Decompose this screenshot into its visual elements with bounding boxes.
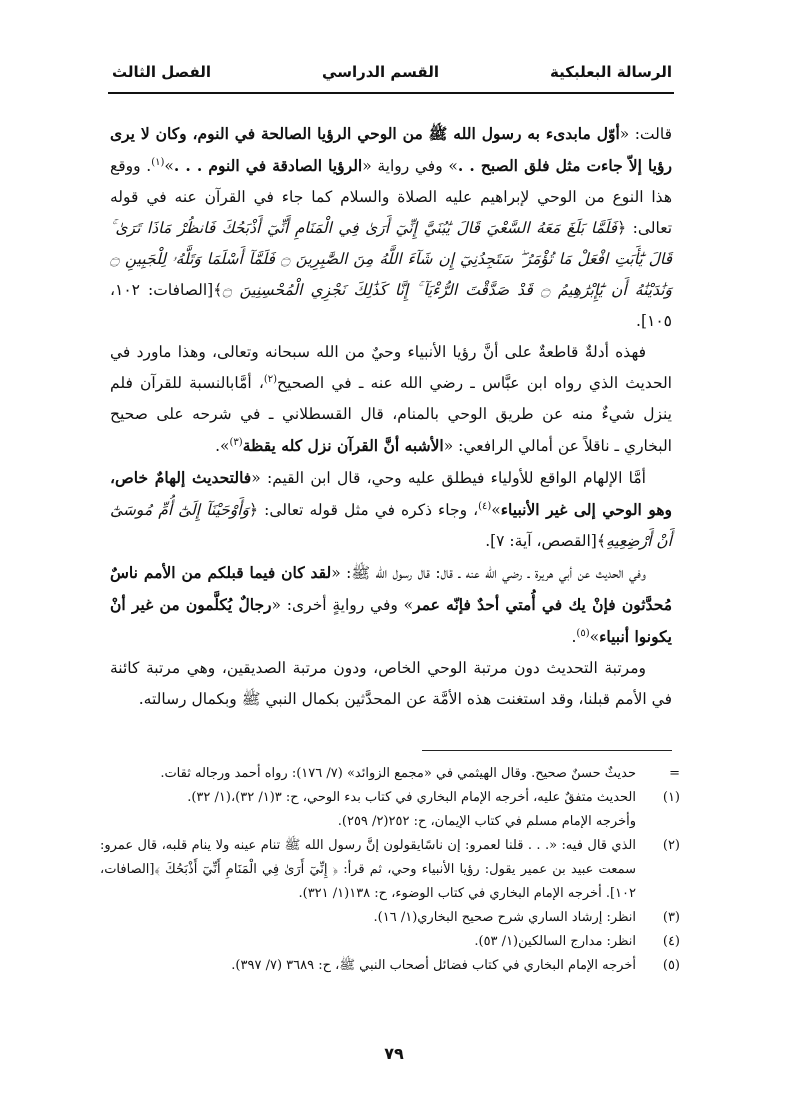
text-run: .: [571, 628, 577, 646]
page-number: ٧٩: [384, 1044, 404, 1063]
hadith-quote: رجالٌ يُكلَّمون من غير أنْ يكونوا أنبياء: [110, 595, 672, 646]
footnote-ref: (٢): [263, 373, 278, 385]
main-text: [110, 118, 672, 715]
footnote-text: انظر: إرشاد الساري شرح صحيح البخاري(١/ ١٦).: [373, 910, 636, 925]
footnote-text: الذي قال فيه: «. . . قلنا لعمرو: إن ناسًايقولون إنَّ رسول الله ﷺ تنام عينه ولا ينام قلبه، قال عمرو: سمعت عبيد بن عمير يقول: رؤيا الأنبياء وحي، ثم قرأ: ﴿ إِنِّيٓ أَرَىٰ فِي الْمَنَامِ أَنِّيٓ أَذْبَحُكَ ﴾[الصافات، ١٠٢]. أخرجه الإمام البخاري في كتاب الوضوء، ح: ١٣٨(١/ ٣٢١).: [100, 838, 636, 901]
text-run: قالت: «: [619, 125, 672, 143]
text-run: أمَّا الإلهام الواقع للأولياء فيطلق عليه وحي، قال ابن القيم: «: [251, 469, 646, 487]
text-run: ، أمَّابالنسبة للقرآن فلم ينزل شيءٌ منه عن طريق الوحي بالمنام، قال القسطلاني ـ في شرحه على صحيح البخاري ـ ناقلاً عن أمالي الرافعي: «: [110, 374, 672, 455]
footnote-number: (٣): [662, 910, 680, 925]
text-run: »: [491, 501, 501, 519]
footnote-number: (١): [662, 790, 680, 805]
footnote-4: [100, 930, 680, 954]
footnote-continued: [100, 762, 680, 786]
verse-citation: ﴾[القصص، آية: ٧].: [485, 532, 606, 550]
footnote-ref: (٥): [576, 627, 590, 639]
footnote-ref: (٣): [229, 436, 243, 448]
hadith-quote: أوّل مابدىء به رسول الله ﷺ من الوحي الرؤيا الصالحة في النوم، وكان لا يرى رؤيا إلاّ جاءت مثل فلق الصبح . .: [110, 124, 673, 175]
footnote-1: [100, 786, 680, 834]
footnote-ref: (٤): [478, 500, 492, 512]
text-run: وفي الحديث عن أبي هريرة ـ رضي الله عنه ـ قال: قال رسول الله ﷺ: «: [331, 564, 646, 582]
footnote-line: وأخرجه الإمام مسلم في كتاب الإيمان، ح: ٢٥٢(٢/ ٢٥٩).: [337, 814, 636, 829]
footnote-text: أخرجه الإمام البخاري في كتاب فضائل أصحاب النبي ﷺ، ح: ٣٦٨٩ (٧/ ٣٩٧).: [231, 958, 636, 973]
hadith-quote: الرؤيا الصادقة في النوم . . .: [173, 156, 363, 175]
quran-verse: وَأَوْحَيْنَآ إِلَىٰٓ أُمِّ مُوسَىٰٓ أَنْ أَرْضِعِيهِ: [110, 501, 672, 550]
quote: فالتحديث إلهامٌ خاص، وهو الوحي إلى غير الأنبياء: [110, 468, 672, 519]
header-section: القسم الدراسي: [322, 63, 439, 81]
running-header: [112, 60, 672, 84]
verse-citation: ﴾[الصافات: ١٠٢، ١٠٥].: [110, 281, 672, 330]
header-divider: [108, 92, 674, 94]
paragraph-1: [110, 118, 672, 337]
footnote-divider: [422, 750, 672, 751]
footnote-line: الحديث متفقٌ عليه، أخرجه الإمام البخاري في كتاب بدء الوحي، ح: ٣(١/ ٣٢)،(١/ ٣٢).: [187, 790, 636, 805]
paragraph-4: [110, 557, 672, 653]
text-run: ».: [215, 437, 230, 455]
footnote-3: [100, 906, 680, 930]
quote: الأشبه أنَّ القرآن نزل كله يقظة: [242, 436, 444, 455]
quran-verse: فَلَمَّا بَلَغَ مَعَهُ السَّعْيَ قَالَ يَٰبُنَيَّ إِنِّيٓ أَرَىٰ فِي الْمَنَامِ أَنِّيٓ أَذْبَحُكَ فَانظُرْ مَاذَا تَرَىٰ ۚ قَالَ يَٰٓأَبَتِ افْعَلْ مَا تُؤْمَرُ ۖ سَتَجِدُنِيٓ إِن شَآءَ اللَّهُ مِنَ الصَّٰبِرِينَ ۝ فَلَمَّآ أَسْلَمَا وَتَلَّهُۥ لِلْجَبِينِ ۝ وَنَٰدَيْنَٰهُ أَن يَٰٓإِبْرَٰهِيمُ ۝ قَدْ صَدَّقْتَ الرُّءْيَآ ۚ إِنَّا كَذَٰلِكَ نَجْزِي الْمُحْسِنِينَ ۝: [110, 219, 673, 299]
footnotes: [100, 762, 680, 978]
footnote-number: (٥): [662, 958, 680, 973]
text-run: »: [589, 628, 600, 646]
footnote-5: [100, 954, 680, 978]
text-run: »: [164, 157, 174, 175]
text-run: » وفي رواية «: [362, 157, 458, 175]
text-run: . ووقع هذا النوع من الوحي لإبراهيم عليه الصلاة والسلام كما جاء في القرآن عنه في قوله تعالى: ﴿: [110, 157, 673, 237]
footnote-number: (٤): [662, 934, 680, 949]
footnote-number: (٢): [662, 838, 680, 853]
footnote-marker: =: [669, 766, 680, 781]
header-book-title: الرسالة البعلبكية: [550, 63, 672, 81]
hadith-quote: لقد كان فيما قبلكم من الأمم ناسٌ مُحدَّثون فإنْ يك في أُمتي أحدٌ فإنّه عمر: [110, 563, 673, 614]
footnote-2: [100, 834, 680, 906]
footnote-text: حديثٌ حسنٌ صحيح. وقال الهيثمي في «مجمع الزوائد» (٧/ ١٧٦): رواه أحمد ورجاله ثقات.: [160, 766, 636, 781]
paragraph-5: ومرتبة التحديث دون مرتبة الوحي الخاص، ودون مرتبة الصديقين، وهي مرتبة كائنة في الأمم قبلنا، وقد استغنت هذه الأمَّة عن المحدَّثين بكمال النبي ﷺ وبكمال رسالته.: [110, 659, 672, 708]
paragraph-3: [110, 462, 672, 557]
text-run: » وفي روايةٍ أخرى: «: [271, 596, 414, 614]
header-chapter: الفصل الثالث: [112, 63, 212, 81]
footnote-text: [100, 786, 636, 834]
footnote-ref: (١): [151, 156, 165, 168]
text-run: ، وجاء ذكره في مثل قوله تعالى: ﴿: [249, 501, 479, 519]
text-run: فهذه أدلةٌ قاطعةٌ على أنَّ رؤيا الأنبياء وحيٌ من الله سبحانه وتعالى، وهذا ماورد في الحديث الذي رواه ابن عبَّاس ـ رضي الله عنه ـ في الصحيح: [110, 343, 672, 392]
paragraph-2: [110, 337, 672, 462]
footnote-text: انظر: مدارج السالكين(١/ ٥٣).: [474, 934, 636, 949]
